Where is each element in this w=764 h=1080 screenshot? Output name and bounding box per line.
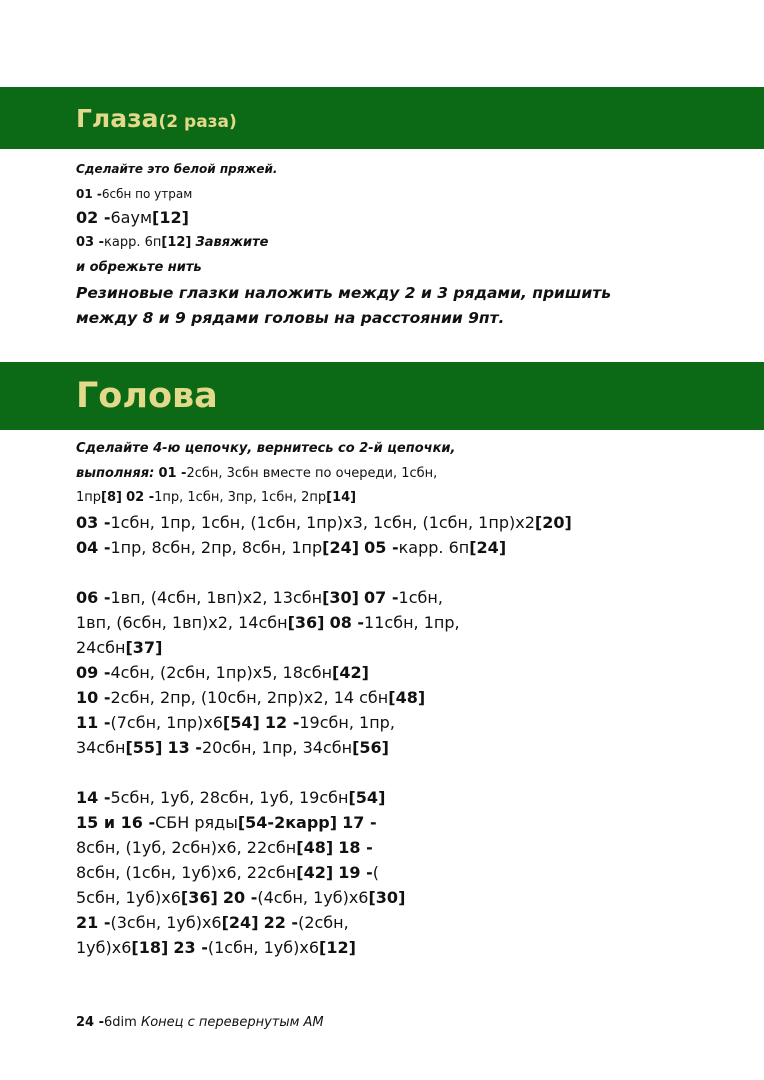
- head-rows-17-18: 8сбн, (1уб, 2сбн)х6, 22сбн[48] 18 -: [76, 838, 373, 857]
- head-row-09: 09 -4сбн, (2сбн, 1пр)х5, 18сбн[42]: [76, 663, 369, 682]
- head-rows-12-13: 34сбн[55] 13 -20сбн, 1пр, 34сбн[56]: [76, 738, 389, 757]
- head-row-03: 03 -1сбн, 1пр, 1сбн, (1сбн, 1пр)х3, 1сбн, (1сбн, 1пр)х2[20]: [76, 513, 572, 532]
- head-rows-22-23: 1уб)х6[18] 23 -(1сбн, 1уб)х6[12]: [76, 938, 356, 957]
- head-rows-15-17: 15 и 16 -СБН ряды[54-2карр] 17 -: [76, 813, 377, 832]
- head-row-08-cont: 24сбн[37]: [76, 638, 163, 657]
- head-intro-line-1: Сделайте 4-ю цепочку, вернитесь со 2-й цепочки,: [76, 441, 456, 456]
- eyes-section-title: Глаза(2 раза): [76, 103, 237, 133]
- head-rows-11-12: 11 -(7сбн, 1пр)х6[54] 12 -19сбн, 1пр,: [76, 713, 395, 732]
- head-intro-line-2: выполняя: 01 -2сбн, 3сбн вместе по очереди, 1сбн,: [76, 466, 438, 481]
- head-rows-07-08: 1вп, (6сбн, 1вп)х2, 14сбн[36] 08 -11сбн, 1пр,: [76, 613, 460, 632]
- eyes-row-03: 03 -карр. 6п[12] Завяжите: [76, 235, 269, 250]
- head-rows-19-20: 5сбн, 1уб)х6[36] 20 -(4сбн, 1уб)х6[30]: [76, 888, 406, 907]
- eyes-row-01: 01 -6сбн по утрам: [76, 187, 193, 201]
- head-rows-18-19: 8сбн, (1сбн, 1уб)х6, 22сбн[42] 19 -(: [76, 863, 379, 882]
- eyes-row-03-note: и обрежьте нить: [76, 260, 202, 275]
- eyes-header-band: [0, 87, 764, 149]
- eyes-note-line-1: Резиновые глазки наложить между 2 и 3 рядами, пришить: [76, 284, 612, 302]
- head-row-14: 14 -5сбн, 1уб, 28сбн, 1уб, 19сбн[54]: [76, 788, 386, 807]
- eyes-row-02: 02 -6аум[12]: [76, 208, 189, 227]
- head-row-24: 24 -6dim Конец с перевернутым АМ: [76, 1015, 324, 1030]
- head-rows-06-07: 06 -1вп, (4сбн, 1вп)х2, 13сбн[30] 07 -1сбн,: [76, 588, 443, 607]
- eyes-note-line-2: между 8 и 9 рядами головы на расстоянии 9пт.: [76, 309, 505, 327]
- eyes-intro: Сделайте это белой пряжей.: [76, 162, 278, 176]
- head-section-title: Голова: [76, 376, 218, 416]
- head-rows-21-22: 21 -(3сбн, 1уб)х6[24] 22 -(2сбн,: [76, 913, 349, 932]
- head-rows-01-02: 1пр[8] 02 -1пр, 1сбн, 3пр, 1сбн, 2пр[14]: [76, 490, 357, 505]
- head-header-band: [0, 362, 764, 430]
- head-row-10: 10 -2сбн, 2пр, (10сбн, 2пр)х2, 14 сбн[48]: [76, 688, 426, 707]
- head-rows-04-05: 04 -1пр, 8сбн, 2пр, 8сбн, 1пр[24] 05 -карр. 6п[24]: [76, 538, 507, 557]
